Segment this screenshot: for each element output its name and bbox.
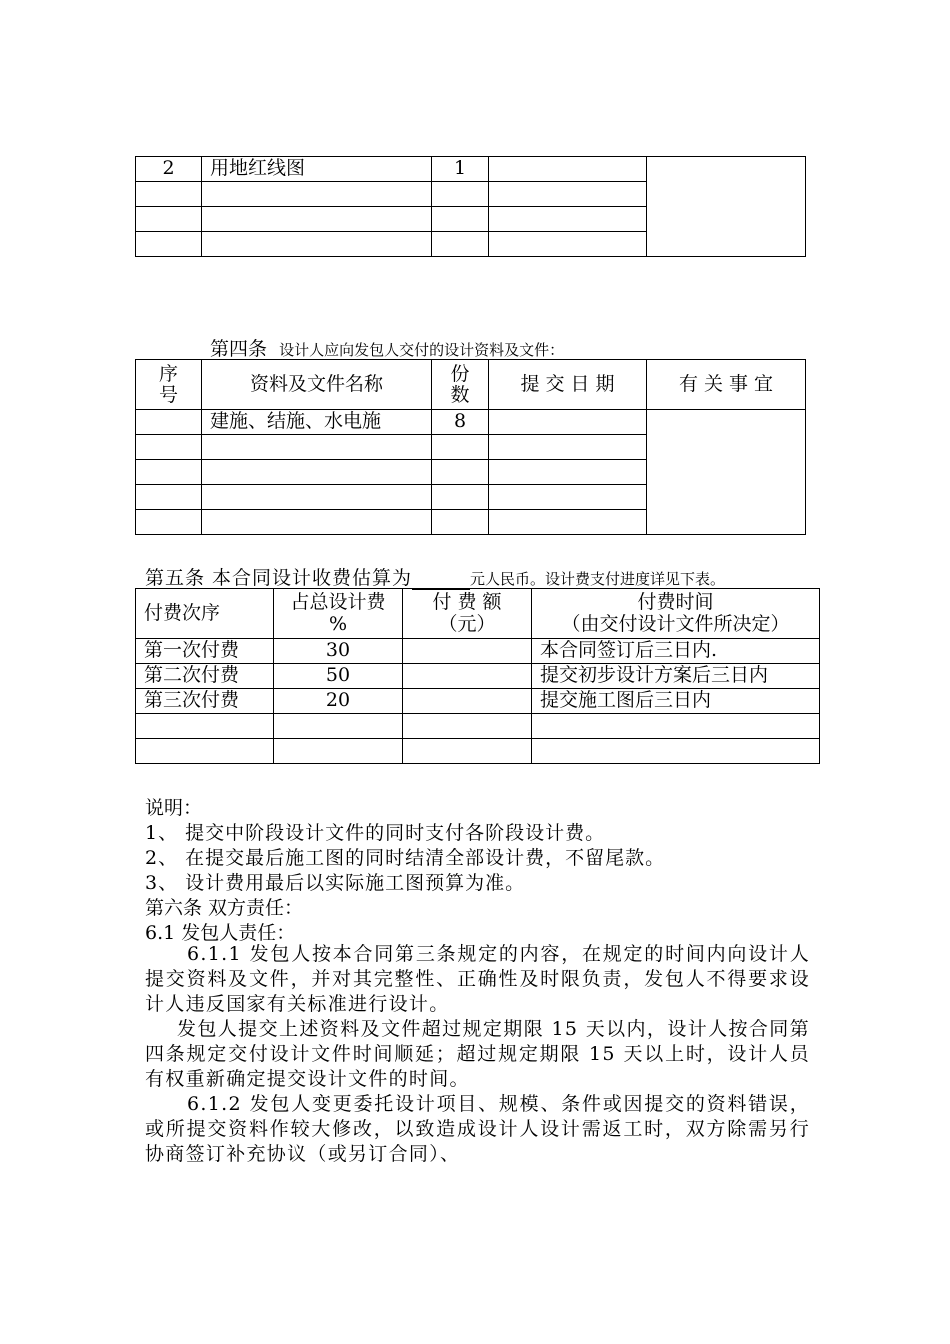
article4-text: 设计人应向发包人交付的设计资料及文件： (279, 341, 565, 359)
table-row (136, 664, 820, 689)
article4-heading (210, 334, 564, 361)
header-seq: 付费次序 (136, 589, 274, 639)
cell-no (136, 460, 202, 485)
cell-name (202, 207, 432, 232)
cell-seq: 第三次付费 (136, 689, 274, 714)
notes-item: 1、 提交中阶段设计文件的同时支付各阶段设计费。 (145, 822, 606, 844)
table-row (136, 689, 820, 714)
cell-name (202, 182, 432, 207)
article5-text-before: 第五条 本合同设计收费估算为 (145, 567, 413, 589)
cell-seq (136, 739, 274, 764)
cell-amount (403, 714, 532, 739)
header-time (532, 589, 820, 639)
cell-count (432, 232, 489, 257)
cell-name: 建施、结施、水电施 (202, 410, 432, 435)
cell-percent: 30 (274, 639, 403, 664)
cell-count (432, 510, 489, 535)
cell-amount (403, 689, 532, 714)
cell-time (532, 739, 820, 764)
cell-no (136, 510, 202, 535)
cell-date (489, 157, 647, 182)
cell-amount (403, 664, 532, 689)
article6-title: 第六条 双方责任： (145, 897, 304, 919)
cell-name (202, 460, 432, 485)
cell-seq: 第一次付费 (136, 639, 274, 664)
cell-no (136, 435, 202, 460)
cell-time: 提交施工图后三日内 (532, 689, 820, 714)
table-header-row (136, 360, 806, 410)
cell-no: 2 (136, 157, 202, 182)
cell-count (432, 460, 489, 485)
header-amount (403, 589, 532, 639)
header-percent-line2: % (328, 612, 348, 635)
cell-no (136, 485, 202, 510)
article6-subtitle: 6.1 发包人责任： (145, 922, 296, 944)
cell-name (202, 510, 432, 535)
cell-time: 提交初步设计方案后三日内 (532, 664, 820, 689)
cell-count: 8 (432, 410, 489, 435)
cell-date (489, 207, 647, 232)
paragraph-deadline: 发包人提交上述资料及文件超过规定期限 15 天以内，设计人按合同第四条规定交付设计文件时间顺延；超过规定期限 15 天以上时，设计人员有权重新确定提交设计文件的时间。 (145, 1018, 810, 1090)
table-row (136, 639, 820, 664)
cell-no (136, 182, 202, 207)
header-count: 份 数 (432, 360, 489, 410)
cell-name (202, 485, 432, 510)
cell-percent (274, 739, 403, 764)
cell-percent: 20 (274, 689, 403, 714)
cell-notes (647, 410, 806, 535)
header-time-line1: 付费时间 (637, 590, 714, 613)
payment-schedule-table (135, 588, 820, 764)
paragraph-6-1-2: 6.1.2 发包人变更委托设计项目、规模、条件或因提交的资料错误，或所提交资料作较大修改，以致造成设计人设计需返工时，双方除需另行协商签订补充协议（或另订合同）、 (145, 1093, 810, 1165)
cell-no (136, 232, 202, 257)
cell-time (532, 714, 820, 739)
cell-amount (403, 739, 532, 764)
cell-count (432, 207, 489, 232)
cell-name (202, 232, 432, 257)
materials-table-continued (135, 156, 806, 257)
cell-date (489, 410, 647, 435)
notes-item: 2、 在提交最后施工图的同时结清全部设计费，不留尾款。 (145, 847, 666, 869)
table-row (136, 714, 820, 739)
cell-seq: 第二次付费 (136, 664, 274, 689)
header-percent-line1: 占总设计费 (290, 590, 386, 613)
article4-label: 第四条 (210, 338, 268, 360)
paragraph-6-1-1: 6.1.1 发包人按本合同第三条规定的内容，在规定的时间内向设计人提交资料及文件，并对其完整性、正确性及时限负责，发包人不得要求设计人违反国家有关标准进行设计。 (145, 943, 810, 1015)
table-row (136, 157, 806, 182)
article5-heading (145, 563, 725, 590)
header-amount-line1: 付 费 额 (432, 590, 502, 613)
header-time-line2: （由交付设计文件所决定） (561, 612, 790, 635)
cell-seq (136, 714, 274, 739)
cell-count: 1 (432, 157, 489, 182)
cell-time: 本合同签订后三日内. (532, 639, 820, 664)
cell-count (432, 182, 489, 207)
cell-name (202, 435, 432, 460)
cell-date (489, 485, 647, 510)
table-header-row (136, 589, 820, 639)
cell-count (432, 485, 489, 510)
notes-title: 说明： (145, 797, 203, 819)
cell-date (489, 232, 647, 257)
header-percent (274, 589, 403, 639)
cell-date (489, 182, 647, 207)
article5-text-after: 元人民币。设计费支付进度详见下表。 (470, 570, 726, 588)
deliverables-table (135, 359, 806, 535)
header-name: 资料及文件名称 (202, 360, 432, 410)
header-date: 提 交 日 期 (489, 360, 647, 410)
table-row (136, 739, 820, 764)
cell-percent (274, 714, 403, 739)
cell-date (489, 435, 647, 460)
header-no: 序 号 (136, 360, 202, 410)
header-notes: 有 关 事 宜 (647, 360, 806, 410)
cell-date (489, 510, 647, 535)
cell-date (489, 460, 647, 485)
cell-notes (647, 157, 806, 257)
table-row (136, 410, 806, 435)
cell-percent: 50 (274, 664, 403, 689)
header-amount-line2: （元） (438, 612, 496, 635)
cell-amount (403, 639, 532, 664)
cell-count (432, 435, 489, 460)
cell-no (136, 207, 202, 232)
cell-no (136, 410, 202, 435)
cell-name: 用地红线图 (202, 157, 432, 182)
notes-item: 3、 设计费用最后以实际施工图预算为准。 (145, 872, 526, 894)
